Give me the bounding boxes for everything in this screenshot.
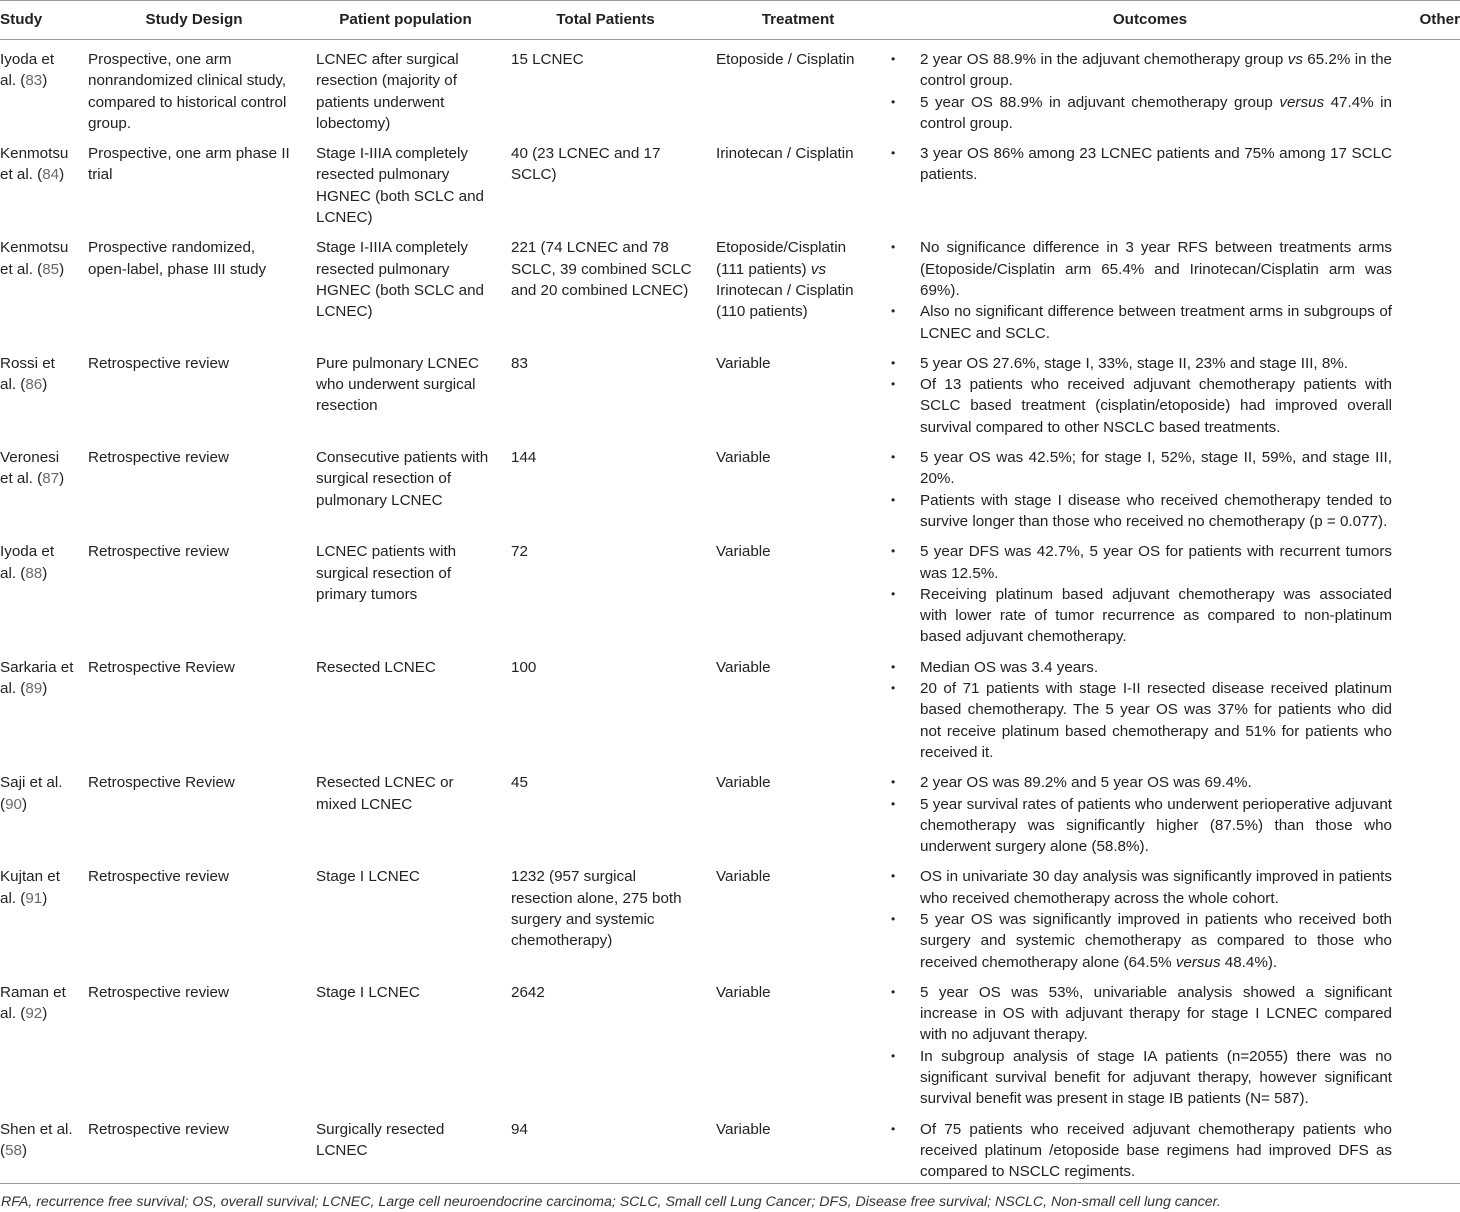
treatment-cell: Variable	[716, 868, 771, 886]
reference-close: )	[42, 72, 48, 90]
study-cell	[0, 228, 80, 343]
outcome-item: • 2 year OS was 89.2% and 5 year OS was 69.4%.	[888, 772, 1392, 793]
outcomes-cell	[888, 438, 1412, 532]
outcome-item: • Also no significant difference between treatment arms in subgroups of LCNEC and SCLC.	[888, 301, 1392, 344]
reference-link[interactable]: 86	[25, 376, 43, 394]
other-cell	[1412, 134, 1460, 228]
study-cell	[0, 40, 80, 135]
outcomes-cell	[888, 532, 1412, 647]
total-patients-cell: 83	[511, 354, 528, 372]
treatment-cell: Variable	[716, 774, 771, 792]
study-design-cell: Retrospective review	[88, 983, 229, 1001]
reference-close: )	[21, 1141, 28, 1159]
study-name: Saji et al. (	[0, 774, 63, 813]
study-cell	[0, 1110, 80, 1183]
patient-population-cell: Resected LCNEC or mixed LCNEC	[316, 774, 454, 813]
outcome-item: • No significance difference in 3 year RFS between treatments arms (Etoposide/Cisplatin arm 65.4% and Irinotecan/Cisplatin arm was 69%).	[888, 237, 1392, 301]
outcome-item: • Patients with stage I disease who received chemotherapy tended to survive longer than those who received no chemotherapy (p = 0.077).	[888, 490, 1392, 533]
other-cell	[1412, 1110, 1460, 1183]
reference-link[interactable]: 91	[25, 889, 43, 907]
treatment-cell: Variable	[716, 449, 771, 467]
footnote-row	[0, 1183, 1460, 1212]
treatment-cell: Variable	[716, 1120, 771, 1138]
study-design-cell: Retrospective review	[88, 449, 229, 467]
patient-population-cell: Stage I-IIIA completely resected pulmonary HGNEC (both SCLC and LCNEC)	[316, 239, 484, 321]
reference-close: )	[42, 680, 48, 698]
outcome-item: • 5 year DFS was 42.7%, 5 year OS for patients with recurrent tumors was 12.5%.	[888, 541, 1392, 584]
patient-population-cell: Stage I-IIIA completely resected pulmonary HGNEC (both SCLC and LCNEC)	[316, 145, 484, 227]
reference-link[interactable]: 83	[25, 72, 43, 90]
table-row	[0, 857, 1460, 972]
outcomes-list	[888, 866, 1392, 972]
outcome-item: • OS in univariate 30 day analysis was significantly improved in patients who received chemotherapy across the whole cohort.	[888, 866, 1392, 909]
table-row	[0, 1110, 1460, 1183]
study-design-cell: Prospective, one arm phase II trial	[88, 145, 290, 184]
header-row	[0, 1, 1460, 40]
outcomes-list	[888, 49, 1392, 134]
reference-link[interactable]: 89	[25, 680, 43, 698]
patient-population-cell: Pure pulmonary LCNEC who underwent surgical resection	[316, 354, 479, 415]
outcome-item: • 3 year OS 86% among 23 LCNEC patients and 75% among 17 SCLC patients.	[888, 143, 1392, 186]
table-row	[0, 40, 1460, 135]
other-cell	[1412, 438, 1460, 532]
treatment-cell: Etoposide / Cisplatin	[716, 51, 855, 68]
study-cell	[0, 134, 80, 228]
outcome-item: • 5 year OS 88.9% in adjuvant chemotherapy group versus 47.4% in control group.	[888, 92, 1392, 135]
study-name: Sarkaria et al. (	[0, 658, 74, 698]
study-name: Raman et al. (	[0, 983, 66, 1023]
outcomes-list	[888, 982, 1392, 1110]
study-design-cell: Prospective, one arm nonrandomized clinical study, compared to historical control group.	[88, 51, 287, 132]
outcomes-list	[888, 237, 1392, 343]
reference-link[interactable]: 85	[42, 260, 60, 278]
outcomes-cell	[888, 763, 1412, 857]
total-patients-cell: 221 (74 LCNEC and 78 SCLC, 39 combined SCLC and 20 combined LCNEC)	[511, 239, 692, 299]
outcomes-cell	[888, 857, 1412, 972]
outcome-item: • 2 year OS 88.9% in the adjuvant chemotherapy group vs 65.2% in the control group.	[888, 49, 1392, 92]
outcomes-list	[888, 541, 1392, 647]
outcomes-list	[888, 447, 1392, 532]
outcome-item: • 5 year survival rates of patients who underwent perioperative adjuvant chemotherapy was significantly higher (87.5%) than those who underwent surgery alone (58.8%).	[888, 794, 1392, 858]
footnote: RFA, recurrence free survival; OS, overall survival; LCNEC, Large cell neuroendocrine carcinoma; SCLC, Small cell Lung Cancer; DFS, Disease free survival; NSCLC, Non-small cell lung cancer.	[0, 1183, 1460, 1212]
outcome-item: • 20 of 71 patients with stage I-II resected disease received platinum based chemotherapy. The 5 year OS was 37% for patients who did not receive platinum based chemotherapy and 51% for patients who received it.	[888, 678, 1392, 763]
patient-population-cell: LCNEC patients with surgical resection of primary tumors	[316, 543, 457, 603]
outcome-item: • 5 year OS was 53%, univariable analysis showed a significant increase in OS with adjuvant therapy for stage I LCNEC compared with no adjuvant therapy.	[888, 982, 1392, 1046]
reference-close: )	[42, 564, 48, 582]
outcomes-cell	[888, 973, 1412, 1110]
study-name: Shen et al. (	[0, 1120, 73, 1159]
study-design-cell: Retrospective review	[88, 543, 229, 561]
outcomes-list	[888, 1119, 1392, 1183]
study-name: Kujtan et al. (	[0, 868, 60, 907]
header-treatment: Treatment	[708, 1, 888, 40]
reference-close: )	[42, 889, 48, 907]
study-cell	[0, 438, 80, 532]
outcomes-cell	[888, 134, 1412, 228]
patient-population-cell: Consecutive patients with surgical resection of pulmonary LCNEC	[316, 449, 489, 509]
study-name: Iyoda et al. (	[0, 543, 55, 582]
study-cell	[0, 763, 80, 857]
study-design-cell: Retrospective Review	[88, 658, 235, 676]
treatment-cell: Etoposide/Cisplatin (111 patients) vs Irinotecan / Cisplatin (110 patients)	[716, 239, 854, 321]
treatment-cell: Variable	[716, 543, 771, 561]
study-name: Iyoda et al. (	[0, 51, 55, 90]
study-name: Kenmotsu et al. (	[0, 239, 69, 278]
total-patients-cell: 2642	[511, 983, 545, 1001]
study-design-cell: Retrospective review	[88, 1120, 229, 1138]
table-body	[0, 40, 1460, 1184]
header-study-design: Study Design	[80, 1, 308, 40]
outcomes-list	[888, 657, 1392, 763]
other-cell	[1412, 763, 1460, 857]
other-cell	[1412, 857, 1460, 972]
outcomes-cell	[888, 344, 1412, 438]
other-cell	[1412, 228, 1460, 343]
study-design-cell: Retrospective review	[88, 354, 229, 372]
total-patients-cell: 40 (23 LCNEC and 17 SCLC)	[511, 145, 661, 184]
total-patients-cell: 94	[511, 1120, 528, 1138]
table-row	[0, 532, 1460, 647]
other-cell	[1412, 532, 1460, 647]
treatment-cell: Irinotecan / Cisplatin	[716, 145, 854, 163]
patient-population-cell: LCNEC after surgical resection (majority of patients underwent lobectomy)	[316, 51, 459, 132]
reference-close: )	[59, 470, 65, 488]
header-study: Study	[0, 1, 80, 40]
outcomes-list	[888, 353, 1392, 438]
study-design-cell: Retrospective Review	[88, 774, 235, 792]
reference-close: )	[42, 1005, 48, 1023]
outcomes-list	[888, 143, 1392, 186]
other-cell	[1412, 973, 1460, 1110]
study-name: Veronesi et al. (	[0, 449, 60, 488]
patient-population-cell: Stage I LCNEC	[316, 983, 420, 1001]
reference-close: )	[59, 166, 65, 184]
total-patients-cell: 100	[511, 658, 537, 676]
outcomes-list	[888, 772, 1392, 857]
total-patients-cell: 144	[511, 449, 537, 467]
table-row	[0, 973, 1460, 1110]
study-cell	[0, 648, 80, 763]
outcomes-cell	[888, 40, 1412, 135]
study-name: Kenmotsu et al. (	[0, 145, 69, 184]
outcomes-cell	[888, 648, 1412, 763]
other-cell	[1412, 344, 1460, 438]
total-patients-cell: 1232 (957 surgical resection alone, 275 both surgery and systemic chemotherapy)	[511, 868, 682, 950]
reference-close: )	[59, 260, 65, 278]
table-row	[0, 344, 1460, 438]
header-patient-population: Patient population	[308, 1, 503, 40]
outcome-item: • 5 year OS 27.6%, stage I, 33%, stage II, 23% and stage III, 8%.	[888, 353, 1392, 374]
patient-population-cell: Resected LCNEC	[316, 658, 436, 676]
study-name: Rossi et al. (	[0, 354, 55, 394]
table-row	[0, 763, 1460, 857]
table-row	[0, 134, 1460, 228]
treatment-cell: Variable	[716, 354, 771, 372]
study-cell	[0, 344, 80, 438]
outcome-item: • Receiving platinum based adjuvant chemotherapy was associated with lower rate of tumor recurrence as compared to non-platinum based adjuvant chemotherapy.	[888, 584, 1392, 648]
outcome-item: • Of 75 patients who received adjuvant chemotherapy patients who received platinum /etoposide base regimens had improved DFS as compared to NSCLC regiments.	[888, 1119, 1392, 1183]
outcome-item: • 5 year OS was significantly improved in patients who received both surgery and systemic chemotherapy as compared to those who received chemotherapy alone (64.5% versus 48.4%).	[888, 909, 1392, 973]
outcome-item: • In subgroup analysis of stage IA patients (n=2055) there was no significant survival benefit for adjuvant therapy, however significant survival benefit was present in stage IB patients (N= 587).	[888, 1046, 1392, 1110]
table-row	[0, 438, 1460, 532]
outcome-item: • Of 13 patients who received adjuvant chemotherapy patients with SCLC based treatment (cisplatin/etoposide) had improved overall survival compared to other NSCLC based treatments.	[888, 374, 1392, 438]
treatment-cell: Variable	[716, 983, 771, 1001]
reference-close: )	[21, 795, 28, 813]
patient-population-cell: Stage I LCNEC	[316, 868, 420, 886]
table-row	[0, 228, 1460, 343]
header-other: Other	[1412, 1, 1460, 40]
other-cell	[1412, 648, 1460, 763]
reference-link[interactable]: 87	[42, 470, 60, 488]
total-patients-cell: 72	[511, 543, 528, 561]
study-cell	[0, 532, 80, 647]
total-patients-cell: 45	[511, 774, 528, 792]
outcomes-cell	[888, 1110, 1412, 1183]
total-patients-cell: 15 LCNEC	[511, 51, 584, 68]
header-outcomes: Outcomes	[888, 1, 1412, 40]
treatment-cell: Variable	[716, 658, 771, 676]
reference-link[interactable]: 90	[5, 795, 22, 813]
reference-close: )	[42, 376, 48, 394]
study-cell	[0, 857, 80, 972]
study-design-cell: Prospective randomized, open-label, phase III study	[88, 239, 267, 278]
reference-link[interactable]: 88	[25, 564, 43, 582]
header-total-patients: Total Patients	[503, 1, 708, 40]
study-cell	[0, 973, 80, 1110]
outcome-item: • Median OS was 3.4 years.	[888, 657, 1392, 678]
outcomes-cell	[888, 228, 1412, 343]
reference-link[interactable]: 92	[25, 1005, 43, 1023]
reference-link[interactable]: 58	[5, 1141, 22, 1159]
table-row	[0, 648, 1460, 763]
reference-link[interactable]: 84	[42, 166, 60, 184]
outcome-item: • 5 year OS was 42.5%; for stage I, 52%, stage II, 59%, and stage III, 20%.	[888, 447, 1392, 490]
other-cell	[1412, 40, 1460, 135]
patient-population-cell: Surgically resected LCNEC	[316, 1120, 445, 1159]
study-design-cell: Retrospective review	[88, 868, 229, 886]
